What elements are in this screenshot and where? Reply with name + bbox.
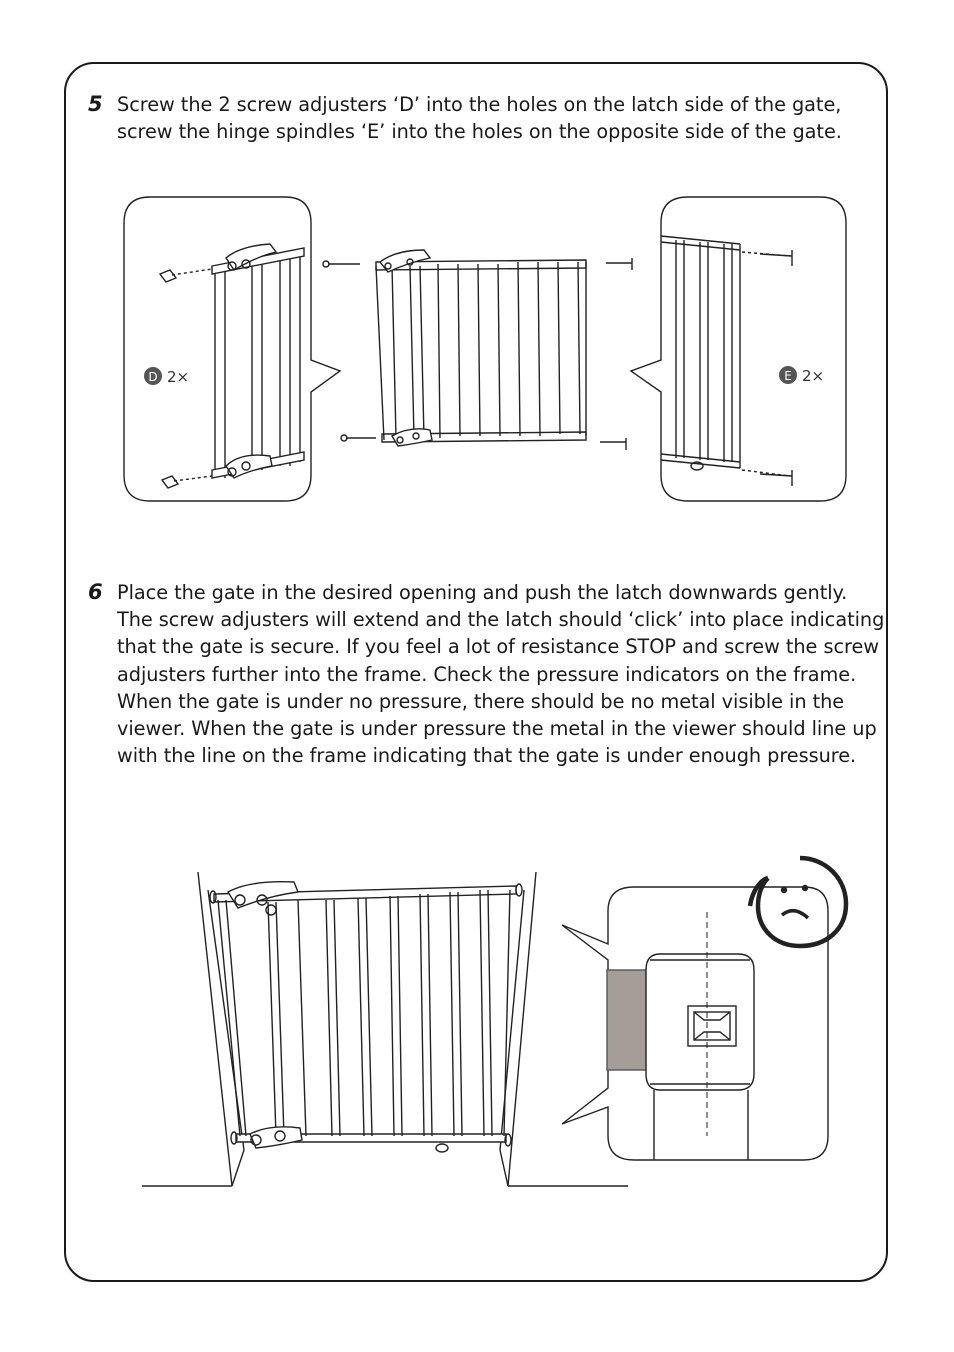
step-6-number: 6 [88, 580, 103, 604]
part-e-letter: E [784, 369, 792, 383]
step-6-text: Place the gate in the desired opening and push the latch downwards gently. The screw adjusters will extend and the latch should ‘click’ into place indicating that the gate is secure. If you feel a lot of resistance STOP and screw the screw adjusters further into the frame. Check the pressure indicators on the frame. When the gate is under no pressure, there should be no metal visible in the viewer. When the gate is under pressure the metal in the viewer should line up with the line on the frame indicating that the gate is under enough pressure. [117, 581, 885, 768]
part-d-letter: D [148, 370, 158, 384]
callout-hinge-spindles [631, 197, 846, 501]
step-5-number: 5 [88, 92, 103, 116]
installed-gate-diagram [142, 872, 628, 1186]
part-e-quantity: 2× [802, 367, 825, 385]
gate-assembly-diagram [323, 250, 632, 450]
part-d-quantity: 2× [167, 368, 190, 386]
step-5-text: Screw the 2 screw adjusters ‘D’ into the holes on the latch side of the gate, screw the hinge spindles ‘E’ into the holes on the opposite side of the gate. [117, 93, 842, 144]
pressure-indicator-callout [562, 887, 828, 1160]
callout-screw-adjusters [124, 197, 340, 501]
